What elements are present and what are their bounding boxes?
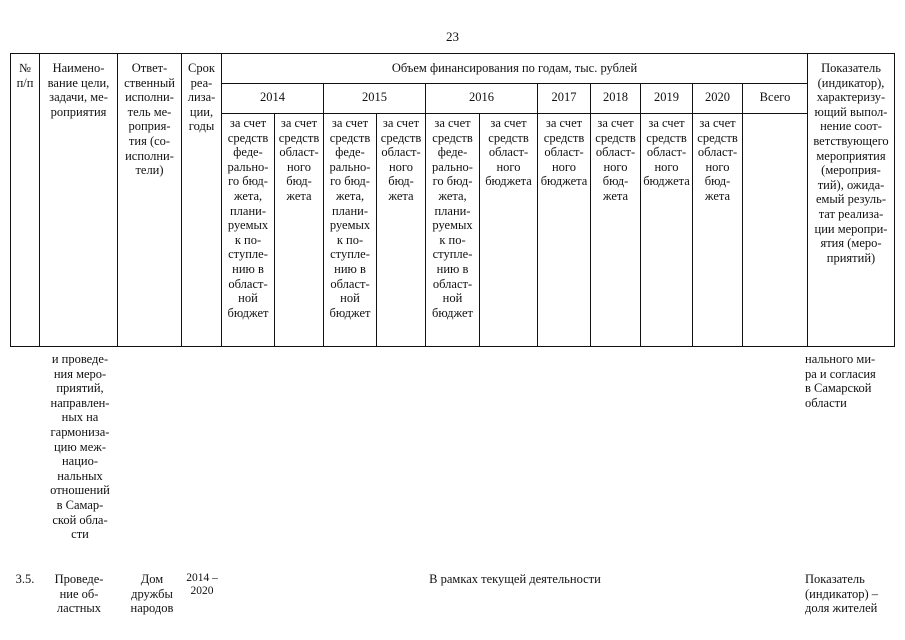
page-number: 23 bbox=[446, 29, 459, 44]
subheader-regional-2015: за счет средств област- ного бюд- жета bbox=[380, 116, 422, 203]
row-financing: В рамках текущей деятельности bbox=[429, 572, 601, 586]
header-financing-title: Объем финансирования по годам, тыс. рублей bbox=[391, 61, 638, 75]
row-indicator: Показатель (индикатор) – доля жителей bbox=[805, 572, 879, 616]
subheader-regional-2019: за счет средств област- ного бюджета bbox=[643, 116, 690, 189]
row-period: 2014 – 2020 bbox=[186, 572, 218, 597]
year-2014: 2014 bbox=[260, 90, 285, 104]
header-name: Наимено- вание цели, задачи, ме- роприятия bbox=[47, 61, 110, 119]
year-2019: 2019 bbox=[654, 90, 679, 104]
header-indicator: Показатель (индикатор), характеризу- ющий выпол- нение соот- ветствующего мероприятия (мероприя- тий), ожида- емый резуль- тат реализа- ции меропри- ятия (меро- приятий) bbox=[813, 61, 889, 265]
table-top-border bbox=[10, 53, 895, 54]
year-2018: 2018 bbox=[603, 90, 628, 104]
header-responsible: Ответ- ственный исполни- тель ме- роприя- тия (со- исполни- тели) bbox=[124, 61, 175, 178]
year-row-rule bbox=[221, 113, 807, 114]
row-name-continuation: и проведе- ния меро- приятий, направлен- ных на гармониза- цию меж- нацио- нальных отношений в Самар- ской обла- сти bbox=[50, 352, 110, 542]
subheader-regional-2018: за счет средств област- ного бюд- жета bbox=[595, 116, 636, 203]
header-total: Всего bbox=[759, 90, 791, 104]
year-2017: 2017 bbox=[551, 90, 577, 104]
row-number: 3.5. bbox=[15, 572, 35, 586]
subheader-federal-2016: за счет средств феде- рально- го бюд- жета, плани- руемых к по- ступле- нию в област- ной бюджет bbox=[432, 116, 473, 320]
subheader-regional-2014: за счет средств област- ного бюд- жета bbox=[278, 116, 320, 203]
table-header-bottom-border bbox=[10, 346, 895, 347]
row-indicator-continuation: нального ми- ра и согласия в Самарской области bbox=[805, 352, 876, 410]
header-number: № п/п bbox=[16, 61, 34, 90]
year-2016: 2016 bbox=[469, 90, 494, 104]
col-rule bbox=[10, 53, 11, 347]
year-2020: 2020 bbox=[705, 90, 730, 104]
header-period: Срок реа- лиза- ции, годы bbox=[187, 61, 216, 134]
subheader-federal-2014: за счет средств феде- рально- го бюд- жета, плани- руемых к по- ступле- нию в област- ной бюджет bbox=[227, 116, 269, 320]
subheader-regional-2017: за счет средств област- ного бюджета bbox=[540, 116, 588, 189]
subheader-regional-2020: за счет средств област- ного бюд- жета bbox=[697, 116, 738, 203]
subheader-regional-2016: за счет средств област- ного бюджета bbox=[485, 116, 532, 189]
subheader-federal-2015: за счет средств феде- рально- го бюд- жета, плани- руемых к по- ступле- нию в област- ной бюджет bbox=[329, 116, 371, 320]
col-rule bbox=[894, 53, 895, 347]
year-2015: 2015 bbox=[362, 90, 387, 104]
table-header bbox=[10, 53, 895, 347]
row-responsible: Дом дружбы народов bbox=[130, 572, 174, 616]
col-rule bbox=[742, 83, 743, 347]
row-name: Проведе- ние об- ластных bbox=[54, 572, 104, 616]
financing-title-rule bbox=[221, 83, 807, 84]
